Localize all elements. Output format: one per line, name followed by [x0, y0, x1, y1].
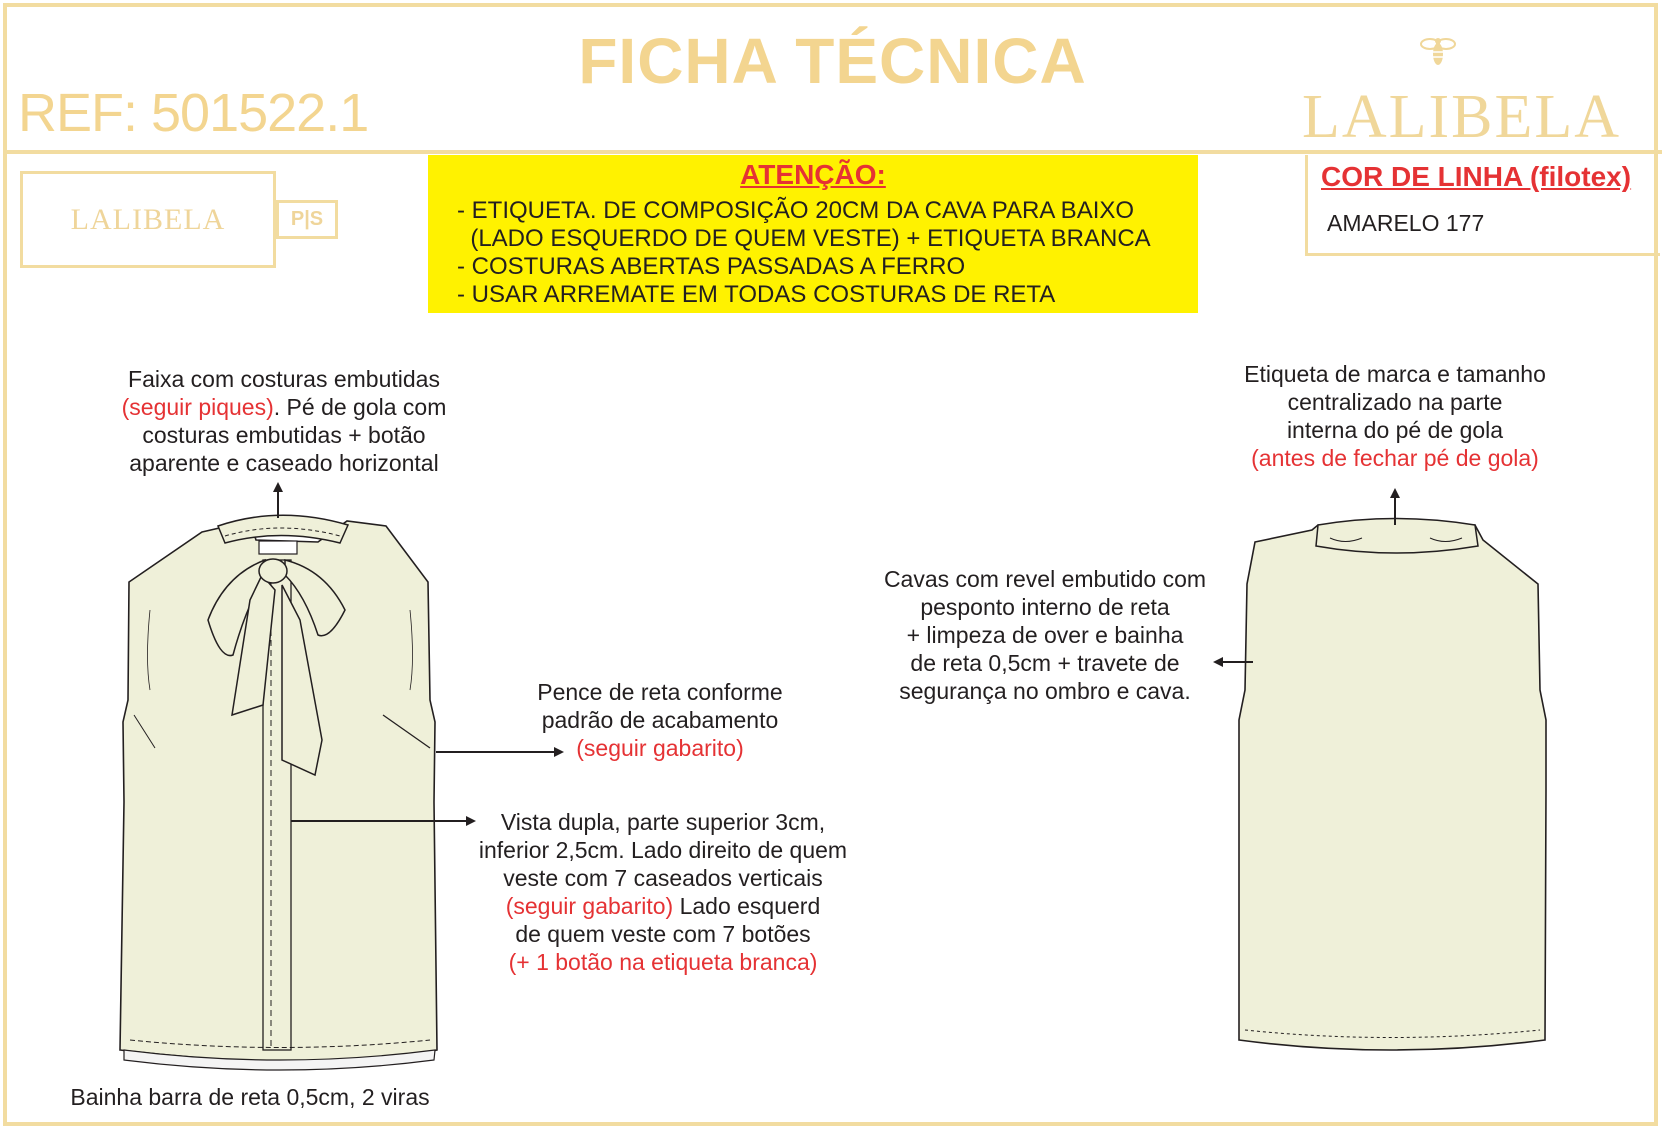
placket-note-emphasis: (seguir gabarito)	[505, 893, 674, 919]
placket-note-text: Lado esquerd	[673, 893, 821, 919]
back-view-drawing	[1239, 519, 1546, 1051]
back-label-note-line: interna do pé de gola	[1286, 417, 1504, 443]
attention-line: (LADO ESQUERDO DE QUEM VESTE) + ETIQUETA BRANCA	[457, 225, 1151, 252]
placket-note-line: veste com 7 caseados verticais	[503, 865, 823, 891]
size-label-text: P|S	[290, 208, 324, 230]
placket-note	[458, 808, 868, 976]
armhole-note-line: + limpeza de over e bainha	[906, 622, 1184, 648]
placket-note-emphasis: (+ 1 botão na etiqueta branca)	[508, 949, 818, 975]
reference-code: REF: 501522.1	[18, 83, 369, 143]
collar-note-line: costuras embutidas + botão	[142, 422, 426, 448]
attention-line: - COSTURAS ABERTAS PASSADAS A FERRO	[457, 253, 966, 280]
thread-color-value: AMARELO 177	[1327, 210, 1485, 236]
collar-note-line	[84, 393, 484, 421]
brand-logo: LALIBELA	[1302, 83, 1622, 151]
attention-title: ATENÇÃO:	[740, 159, 886, 190]
back-label-note-emphasis: (antes de fechar pé de gola)	[1251, 445, 1539, 471]
dart-note	[500, 678, 820, 762]
armhole-note-line: segurança no ombro e cava.	[899, 678, 1191, 704]
back-label-note	[1210, 360, 1580, 472]
dart-note-line: padrão de acabamento	[541, 707, 779, 733]
page-title: FICHA TÉCNICA	[578, 25, 1087, 97]
collar-note-line: aparente e caseado horizontal	[129, 450, 439, 476]
placket-note-line: de quem veste com 7 botões	[515, 921, 811, 947]
back-label-note-line: centralizado na parte	[1287, 389, 1503, 415]
armhole-note-line: Cavas com revel embutido com	[883, 566, 1207, 592]
front-view-drawing	[120, 515, 437, 1070]
dart-note-line: Pence de reta conforme	[537, 679, 783, 705]
thread-color-title: COR DE LINHA (filotex)	[1321, 161, 1632, 192]
collar-note-emphasis: (seguir piques)	[121, 394, 274, 420]
collar-note-text: . Pé de gola com	[273, 394, 447, 420]
placket-note-line: inferior 2,5cm. Lado direito de quem	[478, 837, 848, 863]
hem-note-text: Bainha barra de reta 0,5cm, 2 viras	[70, 1084, 430, 1110]
back-label-note-line: Etiqueta de marca e tamanho	[1244, 361, 1546, 387]
collar-note-line: Faixa com costuras embutidas	[128, 366, 440, 392]
attention-line: - USAR ARREMATE EM TODAS COSTURAS DE RETA	[457, 281, 1056, 308]
placket-note-line: Vista dupla, parte superior 3cm,	[500, 809, 826, 835]
dart-note-emphasis: (seguir gabarito)	[576, 735, 744, 761]
collar-note	[84, 365, 484, 477]
armhole-note-line: de reta 0,5cm + travete de	[910, 650, 1180, 676]
armhole-note	[870, 565, 1220, 705]
brand-label-text: LALIBELA	[70, 202, 226, 236]
attention-line: - ETIQUETA. DE COMPOSIÇÃO 20CM DA CAVA PARA BAIXO	[457, 197, 1135, 224]
placket-note-line	[458, 892, 868, 920]
hem-note	[60, 1083, 440, 1111]
armhole-note-line: pesponto interno de reta	[920, 594, 1170, 620]
